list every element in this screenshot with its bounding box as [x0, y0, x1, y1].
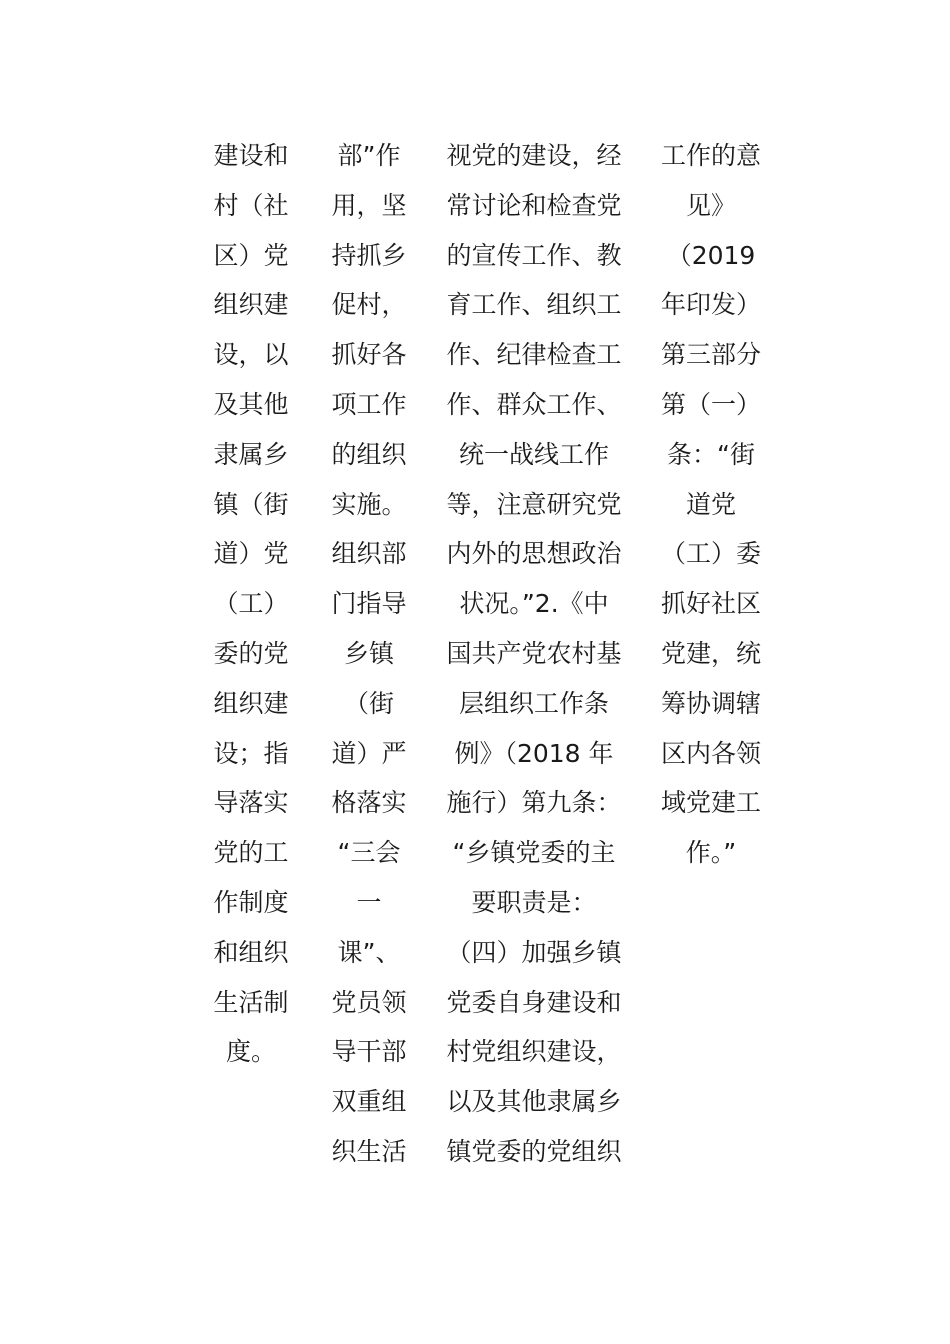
text-line: 以及其他隶属乡 — [446, 1087, 622, 1117]
text-line: 织生活 — [331, 1136, 407, 1166]
text-line: 道）严 — [331, 738, 407, 768]
text-line: 等，注意研究党 — [446, 489, 622, 519]
text-line: （工） — [213, 589, 289, 619]
text-line: 部”作 — [337, 141, 401, 170]
text-line: 年印发） — [660, 290, 761, 320]
text-line: 区）党 — [213, 240, 289, 270]
text-line: 作、群众工作、 — [446, 389, 622, 419]
text-line: 双重组 — [331, 1087, 407, 1117]
text-line: 的组织 — [331, 439, 407, 469]
text-line: 常讨论和检查党 — [446, 190, 622, 220]
text-column-3 — [442, 131, 626, 1177]
text-line: 作制度 — [213, 887, 289, 917]
text-line: 用，坚 — [331, 190, 407, 220]
text-line: 格落实 — [331, 788, 407, 818]
text-line: 育工作、组织工 — [446, 290, 622, 320]
text-line: 统一战线工作 — [458, 439, 609, 469]
text-line: （四）加强乡镇 — [446, 937, 622, 967]
text-line: 实施。 — [331, 489, 407, 519]
text-line: 施行）第九条： — [446, 788, 622, 818]
text-line: 项工作 — [331, 389, 407, 419]
text-line: （2019 — [666, 240, 756, 270]
text-line: 课”、 — [337, 937, 401, 967]
text-line: 导干部 — [331, 1037, 407, 1067]
text-column-2 — [326, 131, 412, 1177]
text-line: 及其他 — [213, 389, 289, 419]
text-line: 道党 — [685, 489, 736, 519]
text-line: 区内各领 — [660, 738, 761, 768]
text-line: 导落实 — [213, 788, 289, 818]
text-line: 镇（街 — [213, 489, 289, 519]
text-line: 抓好社区 — [660, 589, 761, 619]
text-line: （街 — [343, 688, 394, 718]
text-line: 第（一） — [660, 389, 761, 419]
text-line: 层组织工作条 — [458, 688, 609, 718]
text-line: 设；指 — [213, 738, 289, 768]
text-line: 状况。”2.《中 — [459, 589, 609, 619]
text-line: 门指导 — [331, 589, 407, 619]
text-line: 组织建 — [213, 290, 289, 320]
text-line: 度。 — [225, 1037, 276, 1067]
text-line: 的宣传工作、教 — [446, 240, 622, 270]
text-line: 工作的意 — [660, 141, 761, 170]
text-line: 国共产党农村基 — [446, 638, 622, 668]
text-column-1 — [208, 131, 294, 1077]
text-line: 抓好各 — [331, 340, 407, 370]
text-line: 促村， — [331, 290, 407, 320]
text-line: 村党组织建设， — [446, 1037, 622, 1067]
text-line: （工）委 — [660, 539, 761, 569]
text-line: 生活制 — [213, 987, 289, 1017]
text-line: 作、纪律检查工 — [446, 340, 622, 370]
text-line: 作。” — [685, 838, 737, 868]
text-line: 党的工 — [213, 838, 289, 868]
text-line: 道）党 — [213, 539, 289, 569]
text-line: 党建，统 — [660, 638, 761, 668]
text-line: “乡镇党委的主 — [452, 838, 616, 868]
text-line: 一 — [356, 887, 382, 917]
text-line: 组织建 — [213, 688, 289, 718]
text-line: 第三部分 — [660, 340, 761, 370]
text-line: 例》（2018 年 — [454, 738, 614, 768]
text-line: 视党的建设，经 — [446, 141, 622, 170]
text-line: 条：“街 — [667, 439, 755, 469]
text-line: 村（社 — [213, 190, 289, 220]
text-line: 要职责是： — [471, 887, 597, 917]
text-line: 持抓乡 — [331, 240, 407, 270]
text-line: 设，以 — [213, 340, 289, 370]
text-line: 乡镇 — [343, 638, 394, 668]
text-line: 内外的思想政治 — [446, 539, 622, 569]
text-line: 组织部 — [331, 539, 407, 569]
text-line: 建设和 — [213, 141, 289, 170]
text-line: “三会 — [337, 838, 401, 868]
text-line: 隶属乡 — [213, 439, 289, 469]
text-line: 见》 — [685, 190, 736, 220]
text-line: 党员领 — [331, 987, 407, 1017]
text-line: 委的党 — [213, 638, 289, 668]
text-line: 域党建工 — [660, 788, 761, 818]
text-line: 和组织 — [213, 937, 289, 967]
text-line: 党委自身建设和 — [446, 987, 622, 1017]
text-column-4 — [656, 131, 766, 878]
text-line: 筹协调辖 — [660, 688, 761, 718]
text-line: 镇党委的党组织 — [446, 1136, 622, 1166]
